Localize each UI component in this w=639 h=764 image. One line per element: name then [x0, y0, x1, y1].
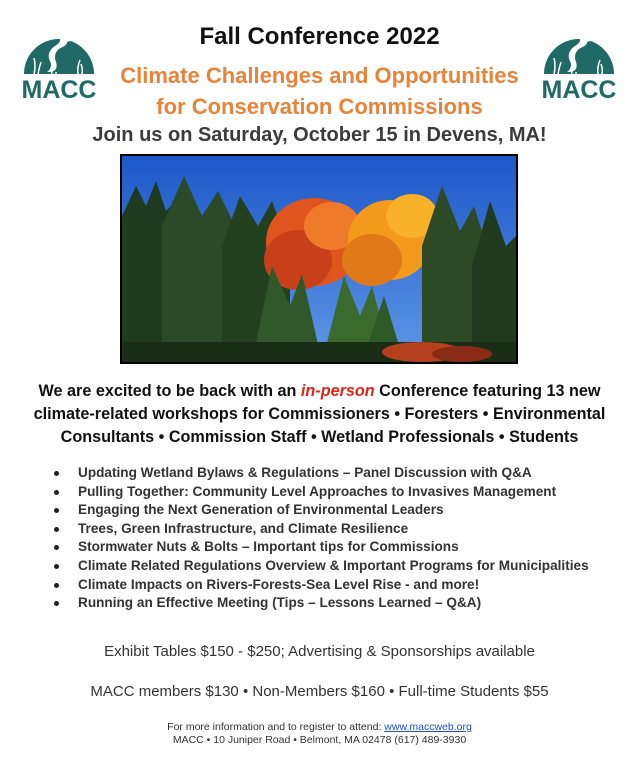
- intro-paragraph: [30, 380, 609, 449]
- list-item: Pulling Together: Community Level Approaches to Invasives Management: [50, 483, 610, 502]
- workshop-list: [50, 464, 610, 613]
- exhibit-info: Exhibit Tables $150 - $250; Advertising & Sponsorships available: [104, 643, 535, 660]
- intro-text-pre: We are excited to be back with an: [38, 382, 301, 400]
- logo-text: MACC: [21, 76, 97, 104]
- heron-logo-icon: [16, 24, 102, 104]
- intro-text-post: Conference featuring 13 new: [374, 382, 601, 400]
- list-item: Engaging the Next Generation of Environmental Leaders: [50, 501, 610, 520]
- list-item: Trees, Green Infrastructure, and Climate Resilience: [50, 520, 610, 539]
- heron-logo-icon: [536, 24, 622, 104]
- pricing-info: MACC members $130 • Non-Members $160 • Full-time Students $55: [90, 683, 549, 700]
- tagline: Join us on Saturday, October 15 in Devens, MA!: [92, 124, 547, 146]
- in-person-emphasis: in-person: [300, 382, 375, 400]
- list-item: Climate Related Regulations Overview & Important Programs for Municipalities: [50, 557, 610, 576]
- list-item: Updating Wetland Bylaws & Regulations – Panel Discussion with Q&A: [50, 464, 610, 483]
- autumn-forest-photo: [120, 154, 518, 364]
- subtitle-line-1: Climate Challenges and Opportunities: [120, 63, 519, 88]
- website-link[interactable]: www.maccweb.org: [384, 721, 472, 733]
- contact-address: MACC • 10 Juniper Road • Belmont, MA 02478 (617) 489-3930: [172, 734, 467, 746]
- list-item: Stormwater Nuts & Bolts – Important tips for Commissions: [50, 538, 610, 557]
- subtitle-line-2: for Conservation Commissions: [156, 94, 483, 119]
- contact-prefix: For more information and to register to attend:: [167, 721, 385, 733]
- list-item: Climate Impacts on Rivers-Forests-Sea Level Rise - and more!: [50, 576, 610, 595]
- contact-info: [0, 721, 639, 747]
- page-title: Fall Conference 2022: [199, 23, 440, 50]
- header: [100, 22, 539, 122]
- intro-line-3: Consultants • Commission Staff • Wetland Professionals • Students: [60, 428, 579, 446]
- subtitle: [100, 60, 539, 122]
- logo-text: MACC: [541, 76, 617, 104]
- list-item: Running an Effective Meeting (Tips – Lessons Learned – Q&A): [50, 594, 610, 613]
- intro-line-2: climate-related workshops for Commissioners • Foresters • Environmental: [33, 405, 606, 423]
